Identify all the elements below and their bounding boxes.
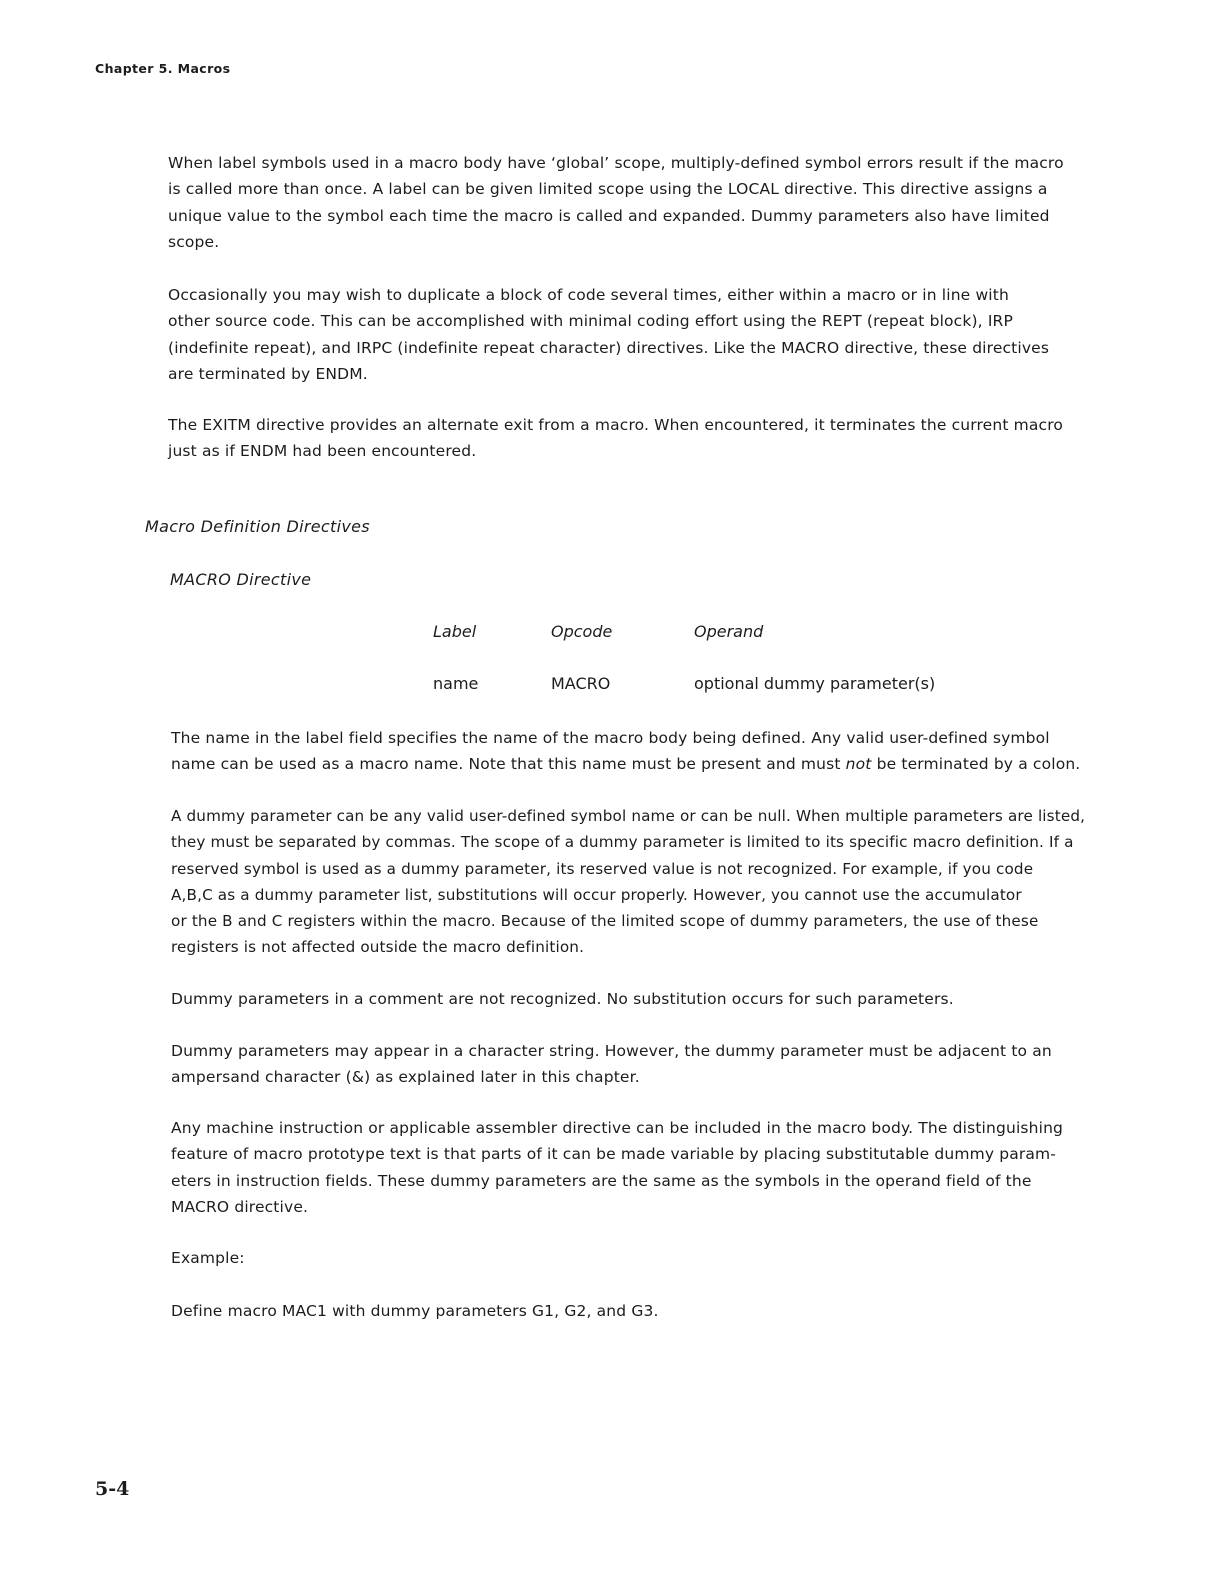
paragraph-example-description <box>171 1298 1111 1324</box>
subsection-heading: MACRO Directive <box>170 570 312 589</box>
paragraph-repeat-blocks <box>168 282 1108 387</box>
text-line: or the B and C registers within the macro. Because of the limited scope of dummy parameters, the use of these <box>171 912 1039 931</box>
text-run: name can be used as a macro name. Note that this name must be present and must <box>171 755 846 774</box>
syntax-header-opcode: Opcode <box>551 622 613 641</box>
paragraph-label-scope <box>168 150 1108 255</box>
text-line: When label symbols used in a macro body have ‘global’ scope, multiply-defined symbol errors result if the macro <box>168 154 1064 172</box>
text-line: (indefinite repeat), and IRPC (indefinite repeat character) directives. Like the MACRO directive, these directives <box>168 338 1050 357</box>
paragraph-example-label <box>171 1245 1111 1271</box>
text-line: Any machine instruction or applicable assembler directive can be included in the macro body. The distinguishing <box>171 1119 1064 1137</box>
text-line: Dummy parameters in a comment are not recognized. No substitution occurs for such parameters. <box>171 990 954 1008</box>
syntax-header-label: Label <box>433 622 477 641</box>
page-number: 5-4 <box>95 1478 130 1500</box>
paragraph-exitm <box>168 412 1108 465</box>
text-line: eters in instruction fields. These dummy parameters are the same as the symbols in the operand field of the <box>171 1171 1032 1190</box>
paragraph-character-string <box>171 1038 1111 1091</box>
text-line: Example: <box>171 1249 245 1267</box>
text-line: MACRO directive. <box>171 1197 309 1216</box>
text-line: other source code. This can be accomplished with minimal coding effort using the REPT (repeat block), IRP <box>168 312 1013 331</box>
text-line: Dummy parameters may appear in a character string. However, the dummy parameter must be adjacent to an <box>171 1042 1052 1060</box>
paragraph-macro-body <box>171 1115 1111 1220</box>
text-run: be terminated by a colon. <box>871 755 1081 774</box>
text-line: unique value to the symbol each time the macro is called and expanded. Dummy parameters also have limited <box>168 206 1050 225</box>
syntax-operand-value: optional dummy parameter(s) <box>694 674 936 693</box>
syntax-header-operand: Operand <box>694 622 764 641</box>
text-line: The EXITM directive provides an alternate exit from a macro. When encountered, it terminates the current macro <box>168 416 1064 434</box>
text-line: feature of macro prototype text is that parts of it can be made variable by placing substitutable dummy param- <box>171 1145 1057 1164</box>
paragraph-comments <box>171 986 1111 1012</box>
syntax-label-value: name <box>433 674 479 693</box>
text-line: Occasionally you may wish to duplicate a block of code several times, either within a macro or in line with <box>168 286 1009 304</box>
emphasis-text: not <box>845 755 872 774</box>
text-line: ampersand character (&) as explained later in this chapter. <box>171 1068 640 1087</box>
paragraph-dummy-parameters <box>171 803 1111 961</box>
paragraph-macro-name <box>171 725 1111 778</box>
text-line: A dummy parameter can be any valid user-defined symbol name or can be null. When multiple parameters are listed, <box>171 807 1086 825</box>
text-line: just as if ENDM had been encountered. <box>168 442 477 461</box>
text-line: A,B,C as a dummy parameter list, substitutions will occur properly. However, you cannot use the accumulator <box>171 885 1022 904</box>
syntax-opcode-value: MACRO <box>551 674 611 693</box>
text-line <box>171 751 1111 777</box>
text-line: registers is not affected outside the macro definition. <box>171 938 585 957</box>
running-head: Chapter 5. Macros <box>95 61 231 76</box>
text-line: The name in the label field specifies the name of the macro body being defined. Any valid user-defined symbol <box>171 729 1050 747</box>
text-line: is called more than once. A label can be given limited scope using the LOCAL directive. This directive assigns a <box>168 180 1048 199</box>
text-line: Define macro MAC1 with dummy parameters G1, G2, and G3. <box>171 1302 659 1320</box>
text-line: are terminated by ENDM. <box>168 364 368 383</box>
section-heading: Macro Definition Directives <box>145 517 370 536</box>
text-line: scope. <box>168 232 220 251</box>
text-line: they must be separated by commas. The scope of a dummy parameter is limited to its specific macro definition. If a <box>171 833 1074 852</box>
text-line: reserved symbol is used as a dummy parameter, its reserved value is not recognized. For example, if you code <box>171 859 1034 878</box>
